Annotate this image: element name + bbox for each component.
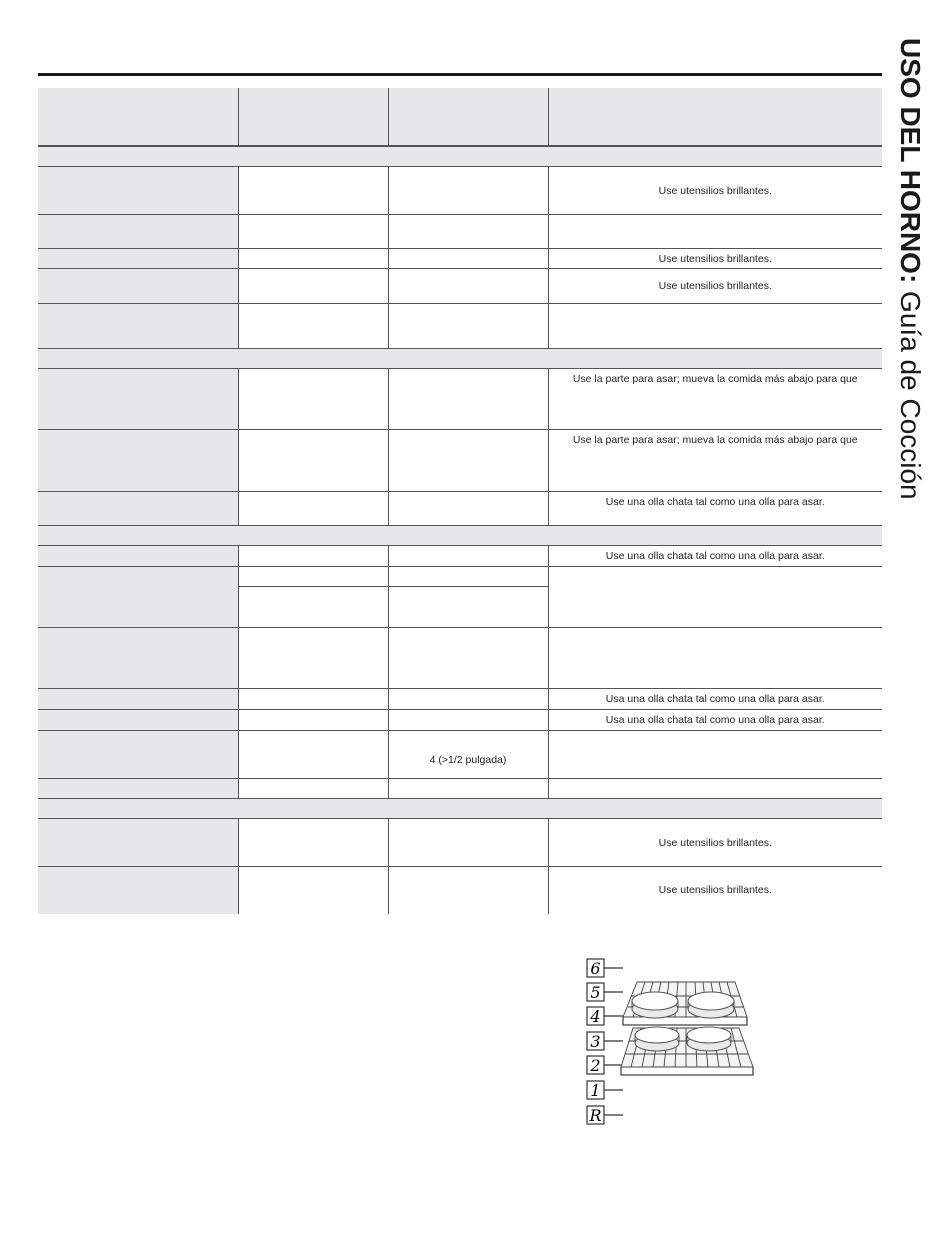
table-row <box>38 546 882 567</box>
table-row <box>38 710 882 731</box>
top-rule <box>38 73 882 76</box>
table-row <box>38 369 882 430</box>
section-row <box>38 799 882 819</box>
table-row <box>38 430 882 492</box>
table-row <box>38 215 882 249</box>
table-header-row <box>38 88 882 146</box>
table-row <box>38 567 882 587</box>
note-cell: Use utensilios brillantes. <box>548 819 882 867</box>
note-cell: Use utensilios brillantes. <box>548 249 882 269</box>
section-row <box>38 349 882 369</box>
table-row <box>38 779 882 799</box>
table-row <box>38 867 882 914</box>
note-cell: Use una olla chata tal como una olla para asar. <box>548 492 882 526</box>
rack-label-3 <box>587 1032 623 1051</box>
note-cell: Use utensilios brillantes. <box>548 269 882 304</box>
note-cell: Usa una olla chata tal como una olla para asar. <box>548 689 882 710</box>
rack-label-1 <box>587 1081 623 1100</box>
note-cell: Use la parte para asar; mueva la comida más abajo para que <box>548 430 882 492</box>
note-cell: Use utensilios brillantes. <box>548 867 882 914</box>
header-cell <box>38 88 238 146</box>
note-cell: Use una olla chata tal como una olla para asar. <box>548 546 882 567</box>
table-row <box>38 249 882 269</box>
rack-label-4 <box>587 1007 623 1026</box>
header-cell <box>548 88 882 146</box>
table-row <box>38 167 882 215</box>
svg-text:R: R <box>589 1106 602 1125</box>
header-cell <box>388 88 548 146</box>
side-title-light: Guía de Cocción <box>895 283 926 500</box>
svg-text:2: 2 <box>590 1056 601 1075</box>
side-title-bold: USO DEL HORNO: <box>895 38 926 284</box>
svg-text:6: 6 <box>590 959 601 978</box>
oven-rack-diagram <box>585 955 760 1130</box>
table-row <box>38 628 882 689</box>
rack-label-5 <box>587 983 623 1002</box>
rack-label-R <box>587 1106 623 1125</box>
table-row <box>38 819 882 867</box>
section-row <box>38 146 882 167</box>
note-cell: Usa una olla chata tal como una olla para asar. <box>548 710 882 731</box>
table-row <box>38 689 882 710</box>
svg-text:1: 1 <box>590 1081 601 1100</box>
table-row <box>38 304 882 349</box>
page-side-title <box>894 38 926 500</box>
table-row <box>38 731 882 779</box>
svg-text:4: 4 <box>590 1007 601 1026</box>
header-cell <box>238 88 388 146</box>
table-row <box>38 492 882 526</box>
rack-position-cell: 4 (>1/2 pulgada) <box>388 731 548 779</box>
rack-label-6 <box>587 959 623 978</box>
rack-label-2 <box>587 1056 623 1075</box>
svg-text:3: 3 <box>590 1032 601 1051</box>
note-cell: Use la parte para asar; mueva la comida más abajo para que <box>548 369 882 430</box>
cooking-guide-table <box>38 88 882 914</box>
table-row <box>38 269 882 304</box>
svg-text:5: 5 <box>590 983 601 1002</box>
section-row <box>38 526 882 546</box>
note-cell: Use utensilios brillantes. <box>548 167 882 215</box>
